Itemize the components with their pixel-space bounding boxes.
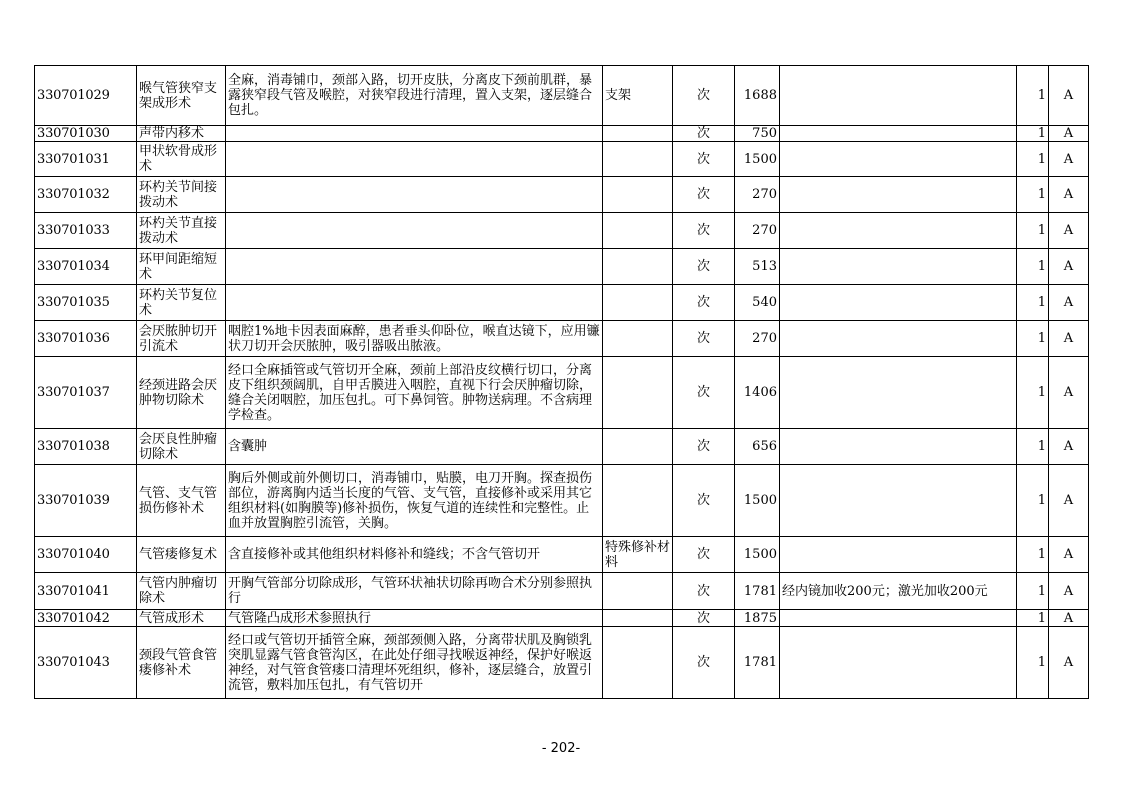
excluded-content-cell (603, 573, 673, 610)
item-content-cell: 咽腔1%地卡因表面麻醉，患者垂头仰卧位，喉直达镜下，应用镰状刀切开会厌脓肿，吸引器吸出脓液。 (226, 321, 603, 357)
price-cell: 270 (735, 321, 780, 357)
grade-cell: A (1049, 429, 1089, 465)
pricing-unit-cell: 次 (673, 465, 735, 537)
excluded-content-cell (603, 321, 673, 357)
excluded-content-cell (603, 213, 673, 249)
item-content-cell (226, 177, 603, 213)
note-cell (780, 627, 1017, 699)
item-code-cell: 330701043 (35, 627, 137, 699)
price-cell: 1406 (735, 357, 780, 429)
flag-cell: 1 (1017, 357, 1049, 429)
item-content-cell (226, 213, 603, 249)
price-cell: 1500 (735, 142, 780, 177)
pricing-unit-cell: 次 (673, 627, 735, 699)
grade-cell: A (1049, 249, 1089, 285)
item-code-cell: 330701037 (35, 357, 137, 429)
price-table (34, 65, 1089, 699)
grade-cell: A (1049, 627, 1089, 699)
table-body (35, 66, 1089, 699)
flag-cell: 1 (1017, 126, 1049, 142)
item-content-cell: 经口或气管切开插管全麻，颈部颈侧入路，分离带状肌及胸锁乳突肌显露气管食管沟区，在此处仔细寻找喉返神经，保护好喉返神经，对气管食管瘘口清理坏死组织，修补，逐层缝合，放置引流管，敷料加压包扎，有气管切开 (226, 627, 603, 699)
item-code-cell: 330701034 (35, 249, 137, 285)
grade-cell: A (1049, 573, 1089, 610)
excluded-content-cell (603, 249, 673, 285)
flag-cell: 1 (1017, 429, 1049, 465)
pricing-unit-cell: 次 (673, 321, 735, 357)
price-cell: 540 (735, 285, 780, 321)
item-code-cell: 330701029 (35, 66, 137, 126)
price-cell: 1500 (735, 465, 780, 537)
note-cell (780, 213, 1017, 249)
item-content-cell: 全麻，消毒铺巾，颈部入路，切开皮肤，分离皮下颈前肌群，暴露狭窄段气管及喉腔，对狭窄段进行清理，置入支架，逐层缝合包扎。 (226, 66, 603, 126)
note-cell (780, 177, 1017, 213)
item-code-cell: 330701033 (35, 213, 137, 249)
pricing-unit-cell: 次 (673, 213, 735, 249)
table-row (35, 627, 1089, 699)
pricing-unit-cell: 次 (673, 142, 735, 177)
excluded-content-cell (603, 465, 673, 537)
table-row (35, 142, 1089, 177)
item-name-cell: 会厌良性肿瘤切除术 (137, 429, 226, 465)
note-cell (780, 126, 1017, 142)
grade-cell: A (1049, 177, 1089, 213)
excluded-content-cell (603, 285, 673, 321)
note-cell: 经内镜加收200元；激光加收200元 (780, 573, 1017, 610)
grade-cell: A (1049, 285, 1089, 321)
item-name-cell: 气管瘘修复术 (137, 537, 226, 573)
note-cell (780, 465, 1017, 537)
note-cell (780, 249, 1017, 285)
grade-cell: A (1049, 66, 1089, 126)
excluded-content-cell: 特殊修补材料 (603, 537, 673, 573)
item-content-cell: 含直接修补或其他组织材料修补和缝线；不含气管切开 (226, 537, 603, 573)
excluded-content-cell (603, 357, 673, 429)
item-content-cell: 含囊肿 (226, 429, 603, 465)
price-cell: 656 (735, 429, 780, 465)
pricing-unit-cell: 次 (673, 573, 735, 610)
flag-cell: 1 (1017, 177, 1049, 213)
pricing-unit-cell: 次 (673, 285, 735, 321)
flag-cell: 1 (1017, 321, 1049, 357)
table-row (35, 429, 1089, 465)
note-cell (780, 429, 1017, 465)
item-name-cell: 环杓关节复位术 (137, 285, 226, 321)
item-name-cell: 经颈进路会厌肿物切除术 (137, 357, 226, 429)
item-name-cell: 环杓关节直接拨动术 (137, 213, 226, 249)
excluded-content-cell (603, 610, 673, 627)
note-cell (780, 321, 1017, 357)
item-name-cell: 会厌脓肿切开引流术 (137, 321, 226, 357)
pricing-unit-cell: 次 (673, 610, 735, 627)
item-name-cell: 气管、支气管损伤修补术 (137, 465, 226, 537)
item-code-cell: 330701040 (35, 537, 137, 573)
excluded-content-cell (603, 126, 673, 142)
flag-cell: 1 (1017, 249, 1049, 285)
grade-cell: A (1049, 465, 1089, 537)
flag-cell: 1 (1017, 213, 1049, 249)
grade-cell: A (1049, 321, 1089, 357)
item-content-cell: 气管隆凸成形术参照执行 (226, 610, 603, 627)
table-row (35, 357, 1089, 429)
item-code-cell: 330701038 (35, 429, 137, 465)
item-name-cell: 声带内移术 (137, 126, 226, 142)
item-name-cell: 气管成形术 (137, 610, 226, 627)
table-row (35, 465, 1089, 537)
item-code-cell: 330701032 (35, 177, 137, 213)
flag-cell: 1 (1017, 573, 1049, 610)
price-cell: 1781 (735, 573, 780, 610)
item-name-cell: 气管内肿瘤切除术 (137, 573, 226, 610)
item-content-cell (226, 126, 603, 142)
table-row (35, 610, 1089, 627)
note-cell (780, 142, 1017, 177)
item-code-cell: 330701035 (35, 285, 137, 321)
note-cell (780, 537, 1017, 573)
table-row (35, 285, 1089, 321)
price-cell: 513 (735, 249, 780, 285)
note-cell (780, 285, 1017, 321)
excluded-content-cell (603, 142, 673, 177)
table-row (35, 177, 1089, 213)
table-row (35, 66, 1089, 126)
item-content-cell: 开胸气管部分切除成形，气管环状袖状切除再吻合术分别参照执行 (226, 573, 603, 610)
pricing-unit-cell: 次 (673, 429, 735, 465)
pricing-unit-cell: 次 (673, 66, 735, 126)
item-name-cell: 环甲间距缩短术 (137, 249, 226, 285)
item-content-cell (226, 142, 603, 177)
note-cell (780, 357, 1017, 429)
grade-cell: A (1049, 213, 1089, 249)
pricing-unit-cell: 次 (673, 249, 735, 285)
excluded-content-cell (603, 429, 673, 465)
pricing-unit-cell: 次 (673, 126, 735, 142)
grade-cell: A (1049, 537, 1089, 573)
item-code-cell: 330701042 (35, 610, 137, 627)
price-cell: 1781 (735, 627, 780, 699)
price-cell: 270 (735, 213, 780, 249)
flag-cell: 1 (1017, 537, 1049, 573)
grade-cell: A (1049, 610, 1089, 627)
flag-cell: 1 (1017, 610, 1049, 627)
page-number: - 202- (541, 741, 581, 756)
price-cell: 270 (735, 177, 780, 213)
item-code-cell: 330701041 (35, 573, 137, 610)
flag-cell: 1 (1017, 465, 1049, 537)
item-code-cell: 330701039 (35, 465, 137, 537)
item-name-cell: 颈段气管食管瘘修补术 (137, 627, 226, 699)
table-row (35, 126, 1089, 142)
excluded-content-cell (603, 627, 673, 699)
item-name-cell: 环杓关节间接拨动术 (137, 177, 226, 213)
pricing-unit-cell: 次 (673, 357, 735, 429)
pricing-unit-cell: 次 (673, 177, 735, 213)
item-content-cell (226, 285, 603, 321)
price-cell: 1500 (735, 537, 780, 573)
price-cell: 1875 (735, 610, 780, 627)
item-code-cell: 330701031 (35, 142, 137, 177)
grade-cell: A (1049, 357, 1089, 429)
item-content-cell (226, 249, 603, 285)
price-cell: 750 (735, 126, 780, 142)
flag-cell: 1 (1017, 142, 1049, 177)
item-code-cell: 330701036 (35, 321, 137, 357)
table-row (35, 321, 1089, 357)
item-name-cell: 喉气管狭窄支架成形术 (137, 66, 226, 126)
excluded-content-cell: 支架 (603, 66, 673, 126)
note-cell (780, 66, 1017, 126)
price-cell: 1688 (735, 66, 780, 126)
table-row (35, 537, 1089, 573)
flag-cell: 1 (1017, 66, 1049, 126)
table-row (35, 249, 1089, 285)
grade-cell: A (1049, 142, 1089, 177)
flag-cell: 1 (1017, 627, 1049, 699)
table-row (35, 213, 1089, 249)
item-content-cell: 经口全麻插管或气管切开全麻，颈前上部沿皮纹横行切口，分离皮下组织颈阔肌，自甲舌膜进入咽腔，直视下行会厌肿瘤切除，缝合关闭咽腔，加压包扎。可下鼻饲管。肿物送病理。不含病理学检查。 (226, 357, 603, 429)
flag-cell: 1 (1017, 285, 1049, 321)
excluded-content-cell (603, 177, 673, 213)
item-name-cell: 甲状软骨成形术 (137, 142, 226, 177)
grade-cell: A (1049, 126, 1089, 142)
pricing-unit-cell: 次 (673, 537, 735, 573)
item-code-cell: 330701030 (35, 126, 137, 142)
item-content-cell: 胸后外侧或前外侧切口，消毒铺巾，贴膜，电刀开胸。探查损伤部位，游离胸内适当长度的气管、支气管，直接修补或采用其它组织材料(如胸膜等)修补损伤，恢复气道的连续性和完整性。止血并放置胸腔引流管，关胸。 (226, 465, 603, 537)
table-row (35, 573, 1089, 610)
note-cell (780, 610, 1017, 627)
